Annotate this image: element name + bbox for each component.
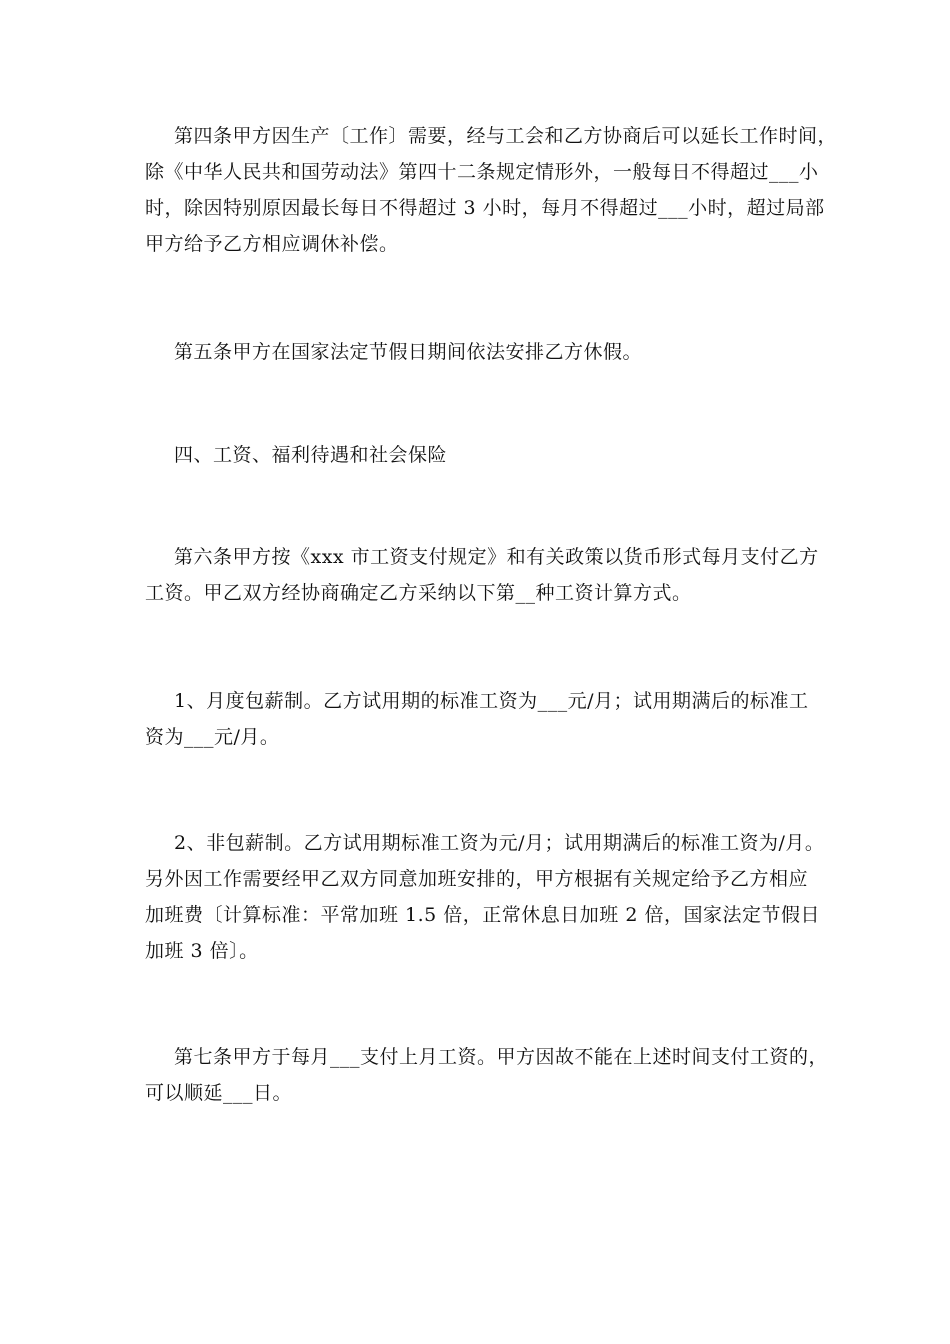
text-line: 可以顺延___日。 [145,1082,293,1104]
text-line: 加班费〔计算标准：平常加班 1.5 倍，正常休息日加班 2 倍，国家法定节假日 [145,904,820,926]
paragraph-article-6 [145,539,819,611]
paragraph-item-1 [145,683,815,755]
paragraph-item-2 [145,825,825,969]
text-line: 第六条甲方按《xxx 市工资支付规定》和有关政策以货币形式每月支付乙方 [174,546,819,568]
text-line: 加班 3 倍〕。 [145,940,259,962]
text-line: 工资。甲乙双方经协商确定乙方采纳以下第__种工资计算方式。 [145,582,692,604]
text-line: 第五条甲方在国家法定节假日期间依法安排乙方休假。 [174,341,643,363]
text-line: 第七条甲方于每月___支付上月工资。甲方因故不能在上述时间支付工资的， [174,1046,829,1068]
paragraph-article-4 [145,118,838,262]
text-line: 除《中华人民共和国劳动法》第四十二条规定情形外，一般每日不得超过___小 [145,161,819,183]
text-line: 1、月度包薪制。乙方试用期的标准工资为___元/月；试用期满后的标准工 [174,690,809,712]
text-line: 2、非包薪制。乙方试用期标准工资为元/月；试用期满后的标准工资为/月。 [174,832,825,854]
text-line: 时，除因特别原因最长每日不得超过 3 小时，每月不得超过___小时，超过局部 [145,197,825,219]
text-line: 甲方给予乙方相应调休补偿。 [145,233,399,255]
paragraph-article-7 [145,1039,829,1111]
text-line: 另外因工作需要经甲乙双方同意加班安排的，甲方根据有关规定给予乙方相应 [145,868,809,890]
paragraph-article-5 [145,334,815,370]
text-line: 资为___元/月。 [145,726,280,748]
text-line: 四、工资、福利待遇和社会保险 [174,444,448,466]
section-heading [145,437,815,473]
text-line: 第四条甲方因生产〔工作〕需要，经与工会和乙方协商后可以延长工作时间， [174,125,838,147]
